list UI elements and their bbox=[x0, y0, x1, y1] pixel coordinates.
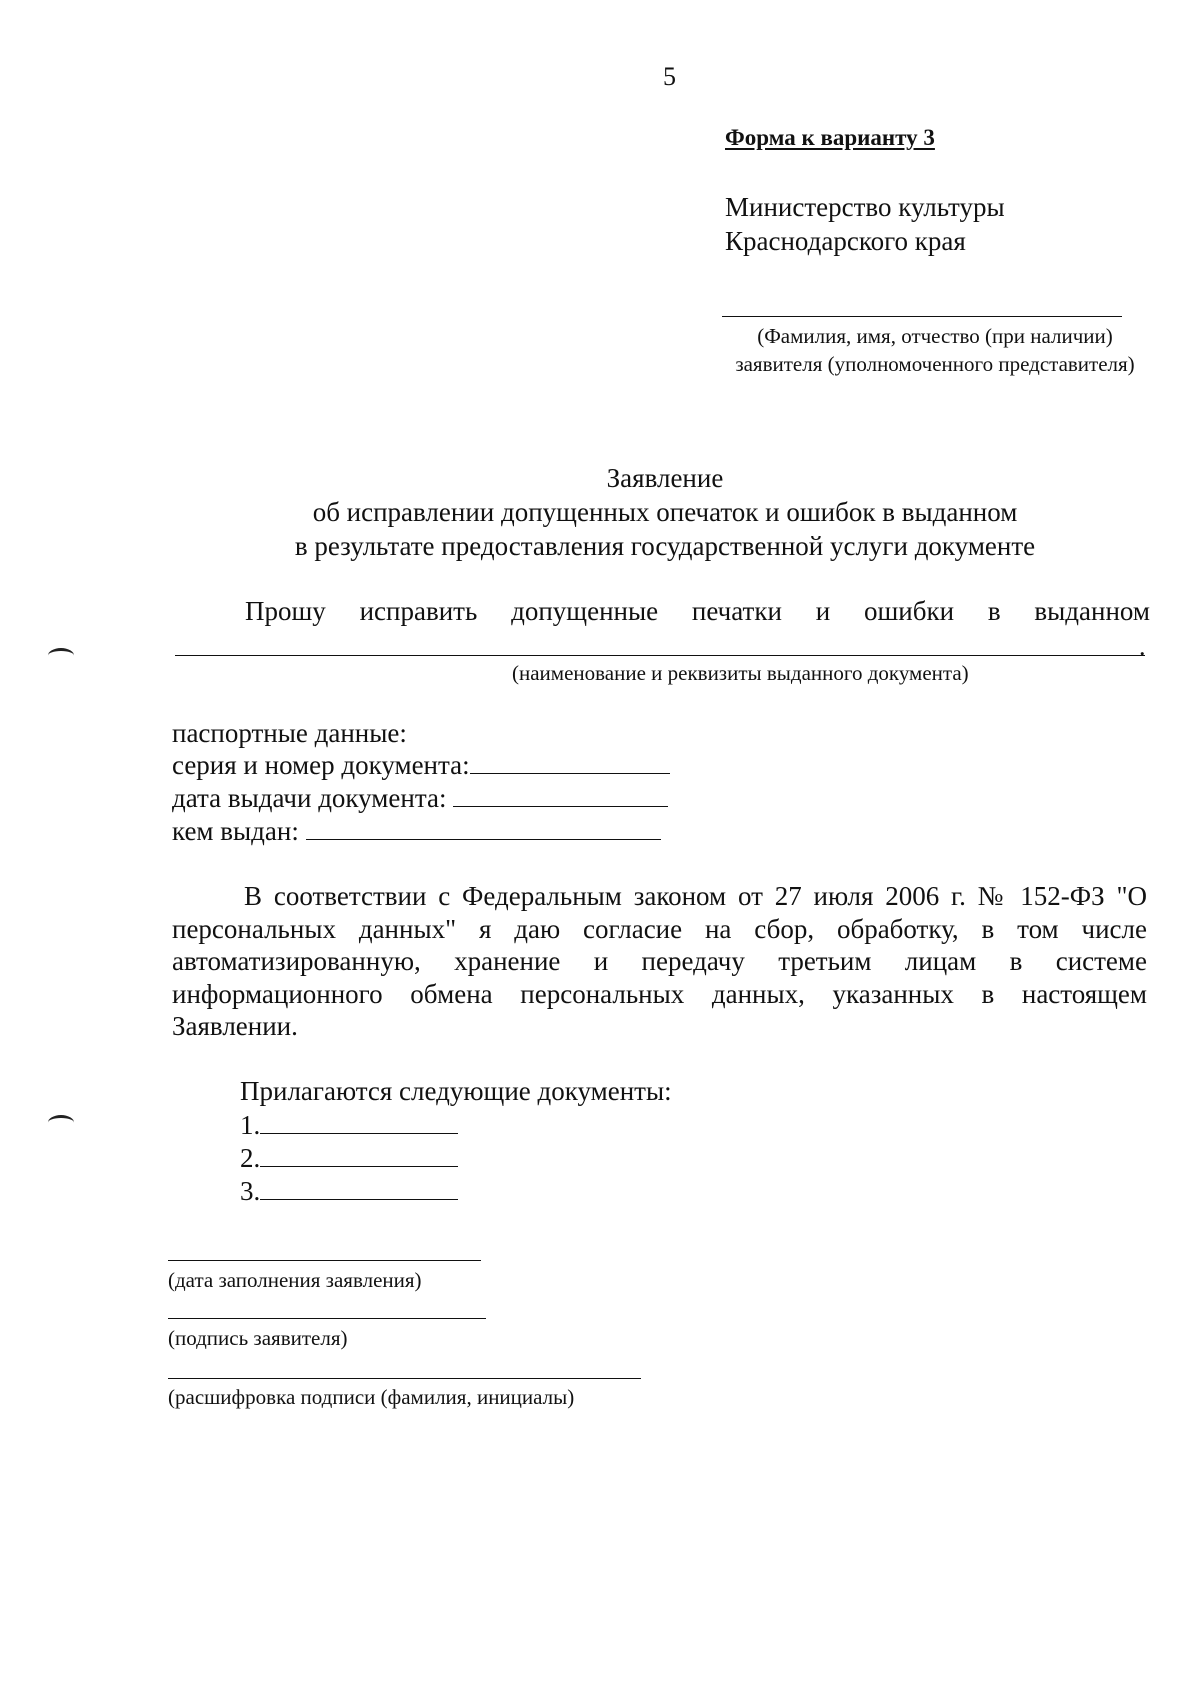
series-label: серия и номер документа: bbox=[172, 750, 470, 780]
request-line bbox=[245, 596, 1150, 627]
issue-date-label: дата выдачи документа: bbox=[172, 783, 447, 813]
applicant-name-line[interactable] bbox=[722, 316, 1122, 317]
statement-subtitle-2: в результате предоставления государственной услуги документе bbox=[294, 531, 1036, 561]
page-number: 5 bbox=[663, 62, 676, 91]
request-word: исправить bbox=[359, 596, 478, 626]
signature-decode-caption: (расшифровка подписи (фамилия, инициалы) bbox=[168, 1385, 575, 1409]
binding-mark bbox=[48, 1115, 74, 1130]
attachment-field[interactable] bbox=[260, 1146, 458, 1167]
attachment-field[interactable] bbox=[260, 1179, 458, 1200]
form-title: Форма к варианту 3 bbox=[725, 125, 935, 150]
binding-mark bbox=[48, 648, 74, 663]
attachment-field[interactable] bbox=[260, 1113, 458, 1134]
attachment-item bbox=[240, 1143, 458, 1174]
addressee-line-2: Краснодарского края bbox=[725, 226, 966, 256]
document-caption: (наименование и реквизиты выданного документа) bbox=[512, 661, 969, 685]
document-line-end: . bbox=[1139, 632, 1146, 661]
attachments-title: Прилагаются следующие документы: bbox=[240, 1076, 672, 1106]
date-filled-caption: (дата заполнения заявления) bbox=[168, 1268, 422, 1292]
passport-date-row bbox=[172, 783, 668, 814]
request-word: и bbox=[815, 596, 831, 626]
signature-caption: (подпись заявителя) bbox=[168, 1326, 348, 1350]
issued-by-label: кем выдан: bbox=[172, 816, 299, 846]
passport-heading: паспортные данные: bbox=[172, 718, 407, 748]
consent-text: В соответствии с Федеральным законом от 27 июля 2006 г. № 152-ФЗ "О персональных данных" я даю согласие на сбор, обработку, в том числе автоматизированную, хранение и передачу третьим лицам в системе информационного обмена персональных данных, указанных в настоящем Заявлении. bbox=[172, 881, 1147, 1041]
attachment-number: 2. bbox=[240, 1143, 261, 1173]
issued-by-field[interactable] bbox=[306, 819, 661, 840]
signature-line[interactable] bbox=[168, 1318, 486, 1319]
consent-paragraph bbox=[172, 880, 1147, 1043]
attachment-item bbox=[240, 1110, 458, 1141]
applicant-caption: (Фамилия, имя, отчество (при наличии) заявителя (уполномоченного представителя) bbox=[735, 324, 1135, 376]
document-name-line[interactable] bbox=[175, 655, 1145, 656]
statement-title: Заявление bbox=[606, 463, 724, 493]
date-filled-line[interactable] bbox=[168, 1260, 481, 1261]
request-word: печатки bbox=[691, 596, 782, 626]
request-word: Прошу bbox=[245, 596, 326, 626]
attachment-item bbox=[240, 1176, 458, 1207]
request-word: ошибки bbox=[863, 596, 955, 626]
request-word: в bbox=[987, 596, 1001, 626]
addressee-line-1: Министерство культуры bbox=[725, 192, 1005, 222]
passport-issued-row bbox=[172, 816, 661, 847]
series-field[interactable] bbox=[470, 753, 670, 774]
attachment-number: 1. bbox=[240, 1110, 261, 1140]
request-word: выданном bbox=[1034, 596, 1150, 626]
passport-series-row bbox=[172, 750, 670, 781]
issue-date-field[interactable] bbox=[453, 786, 668, 807]
request-word: допущенные bbox=[511, 596, 659, 626]
attachment-number: 3. bbox=[240, 1176, 261, 1206]
statement-subtitle-1: об исправлении допущенных опечаток и ошибок в выданном bbox=[312, 497, 1018, 527]
addressee-block bbox=[725, 190, 1005, 258]
signature-decode-line[interactable] bbox=[168, 1378, 641, 1379]
